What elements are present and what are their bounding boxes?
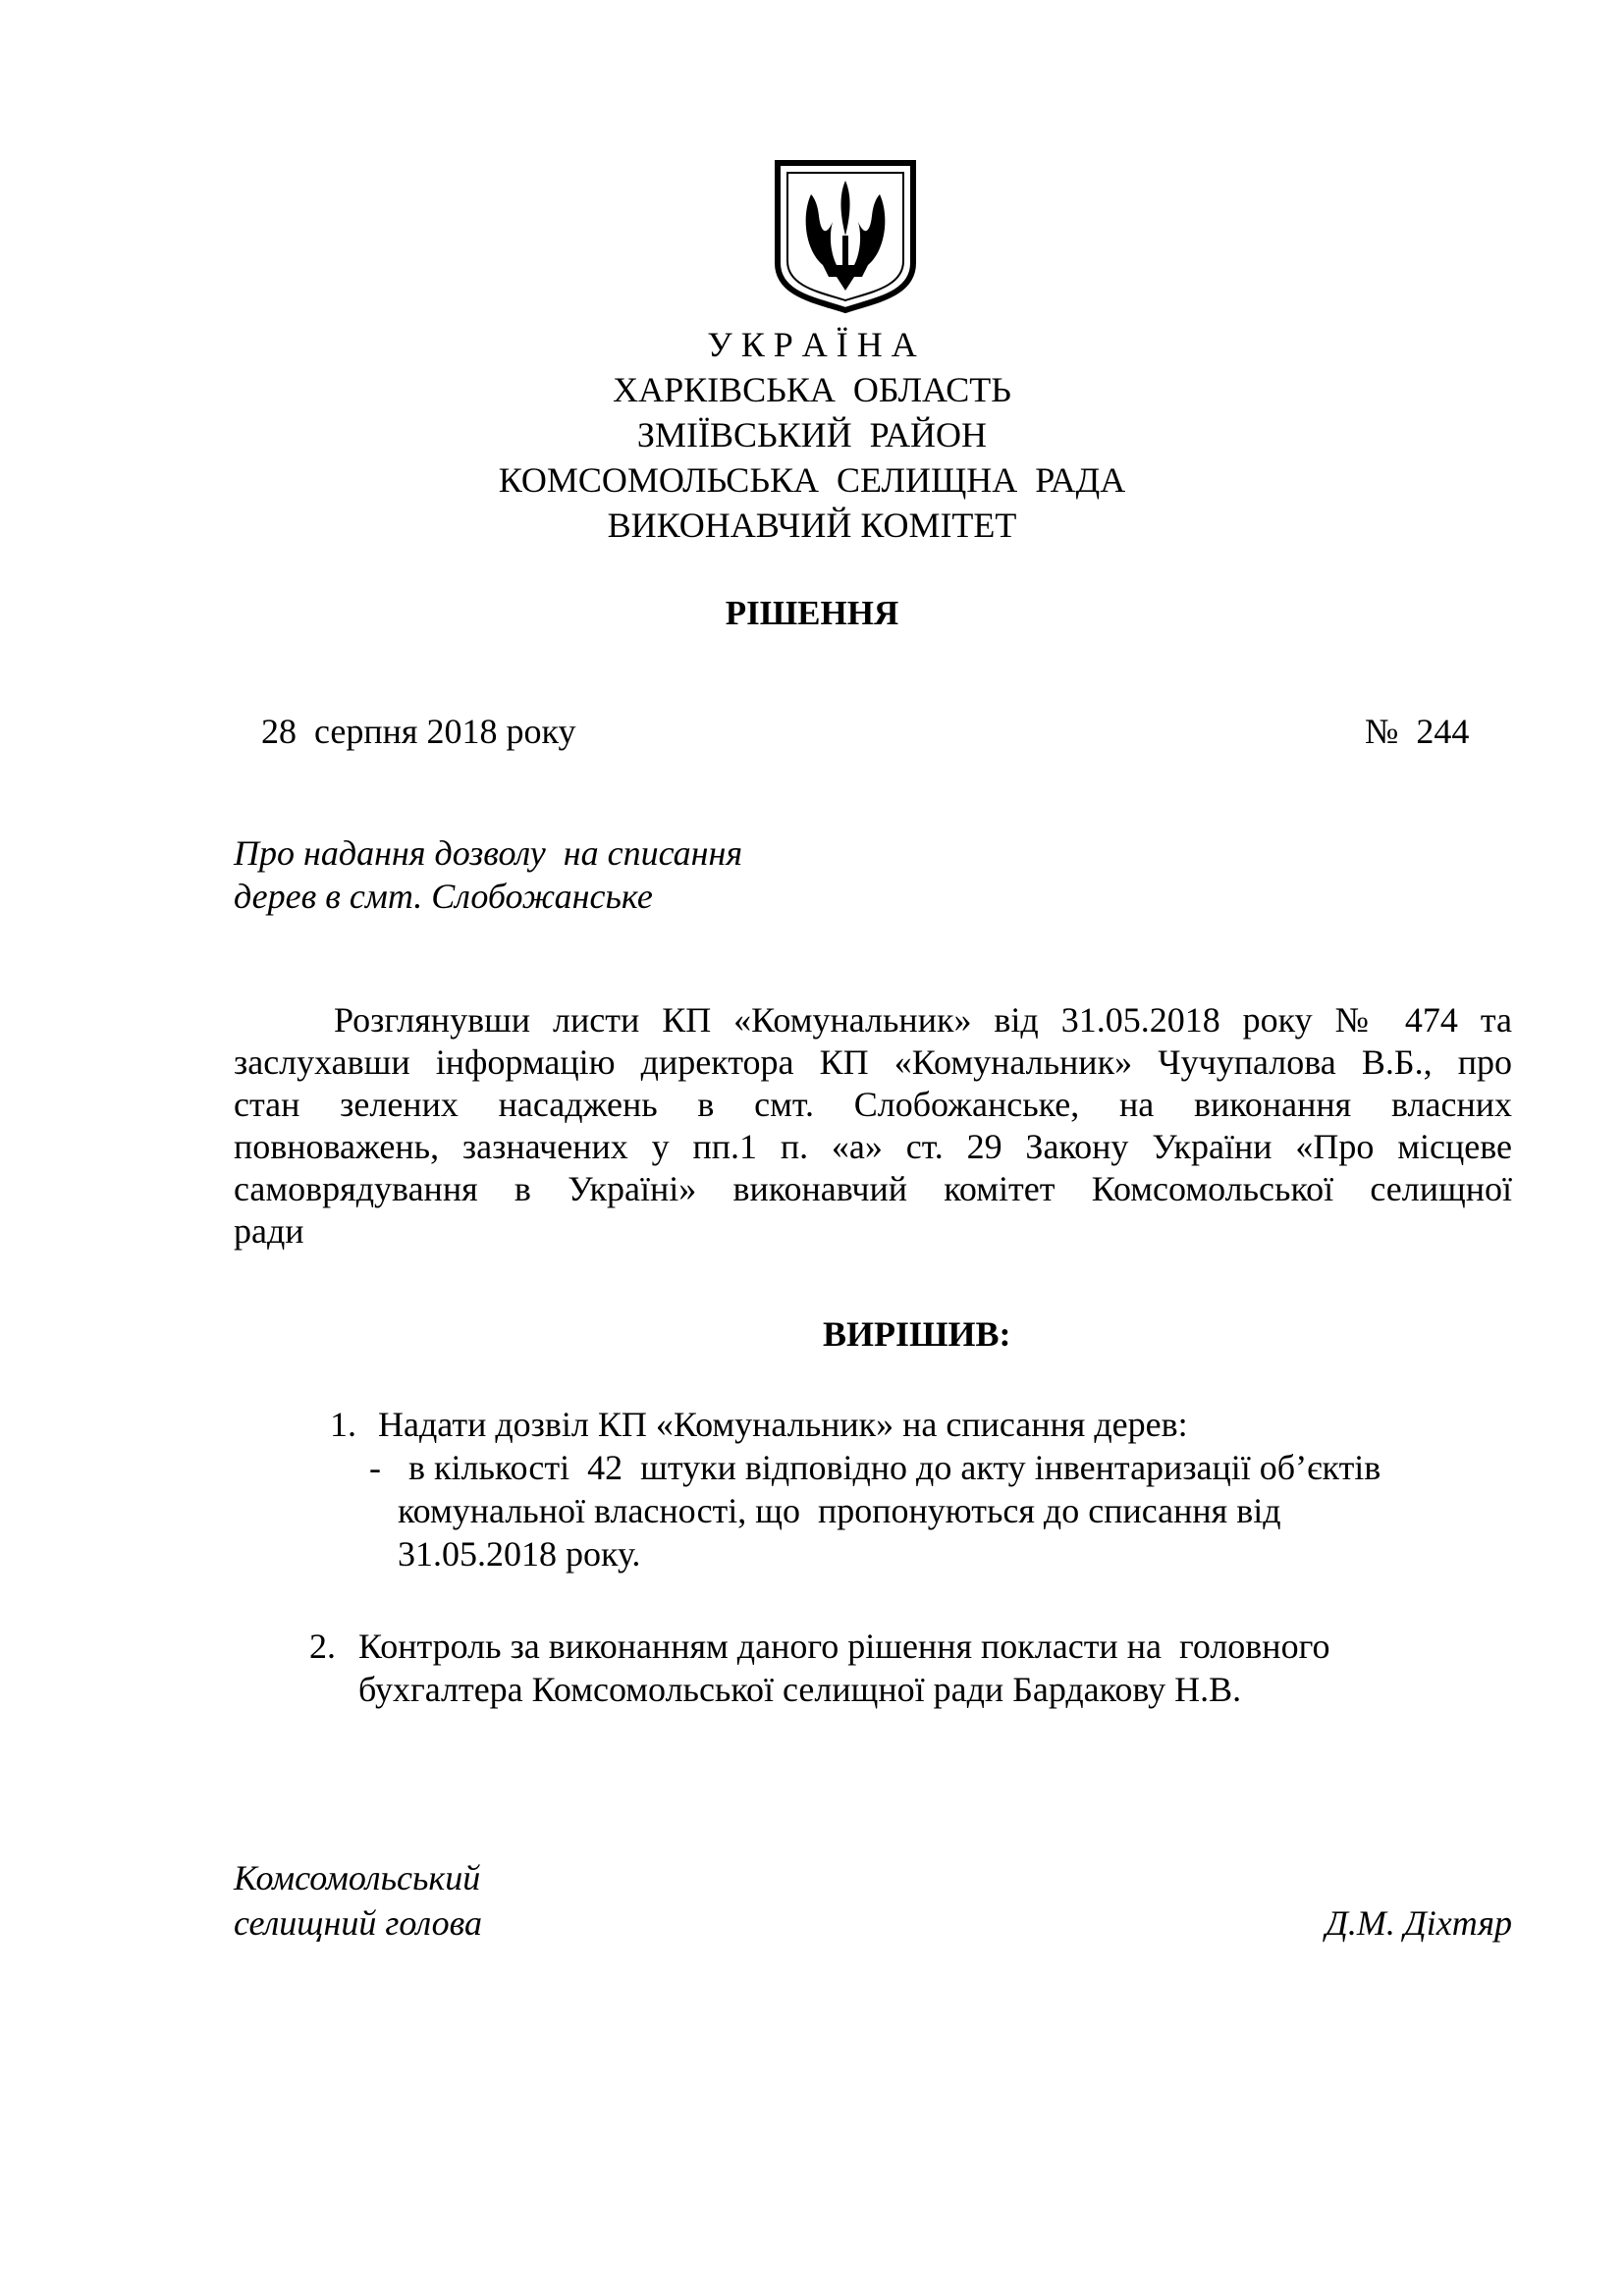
item-1-sub-line-2: комунальної власності, що пропонуються до списання від xyxy=(398,1491,1281,1530)
preamble-line-3: стан зелених насаджень в смт. Слобожанське, на виконання власних xyxy=(234,1085,1512,1124)
oblast-heading: ХАРКІВСЬКА ОБЛАСТЬ xyxy=(613,370,1011,409)
item-1-dash: - xyxy=(369,1448,381,1487)
item-2-line-2: бухгалтера Комсомольської селищної ради Бардакову Н.В. xyxy=(358,1670,1242,1709)
signatory-title-line-1: Комсомольський xyxy=(234,1858,481,1897)
preamble-line-6: ради xyxy=(234,1211,304,1251)
item-2-line-1: Контроль за виконанням даного рішення покласти на головного xyxy=(358,1627,1330,1666)
item-1-sub-line-3: 31.05.2018 року. xyxy=(398,1534,641,1574)
council-heading: КОМСОМОЛЬСЬКА СЕЛИЩНА РАДА xyxy=(498,460,1126,500)
raion-heading: ЗМІЇВСЬКИЙ РАЙОН xyxy=(636,415,988,454)
signatory-title-line-2: селищний голова xyxy=(234,1903,482,1943)
item-1-sub-line-1: в кількості 42 штуки відповідно до акту інвентаризації об’єктів xyxy=(408,1448,1381,1487)
committee-heading: ВИКОНАВЧИЙ КОМІТЕТ xyxy=(607,506,1017,545)
item-1-text: Надати дозвіл КП «Комунальник» на списання дерев: xyxy=(378,1405,1188,1444)
document-type-title: РІШЕННЯ xyxy=(725,594,899,632)
preamble-line-5: самоврядування в Україні» виконавчий комітет Комсомольської селищної xyxy=(234,1169,1512,1208)
decision-number: № 244 xyxy=(1365,712,1470,751)
decision-date: 28 серпня 2018 року xyxy=(261,712,576,751)
country-heading: У К Р А Ї Н А xyxy=(707,325,917,364)
signatory-name: Д.М. Діхтяр xyxy=(1326,1903,1512,1943)
subject-line-2: дерев в смт. Слобожанське xyxy=(234,877,653,916)
item-1-number: 1. xyxy=(330,1405,356,1444)
preamble-line-2: заслухавши інформацію директора КП «Комунальник» Чучупалова В.Б., про xyxy=(234,1042,1512,1082)
decided-heading: ВИРІШИВ: xyxy=(823,1314,1011,1354)
item-2-number: 2. xyxy=(309,1627,336,1666)
subject-line-1: Про надання дозволу на списання xyxy=(234,833,743,873)
preamble-line-4: повноважень, зазначених у пп.1 п. «а» ст. 29 Закону України «Про місцеве xyxy=(234,1127,1512,1166)
preamble-line-1: Розглянувши листи КП «Комунальник» від 31.05.2018 року № 474 та xyxy=(334,1000,1512,1040)
coat-of-arms-icon xyxy=(772,157,919,314)
